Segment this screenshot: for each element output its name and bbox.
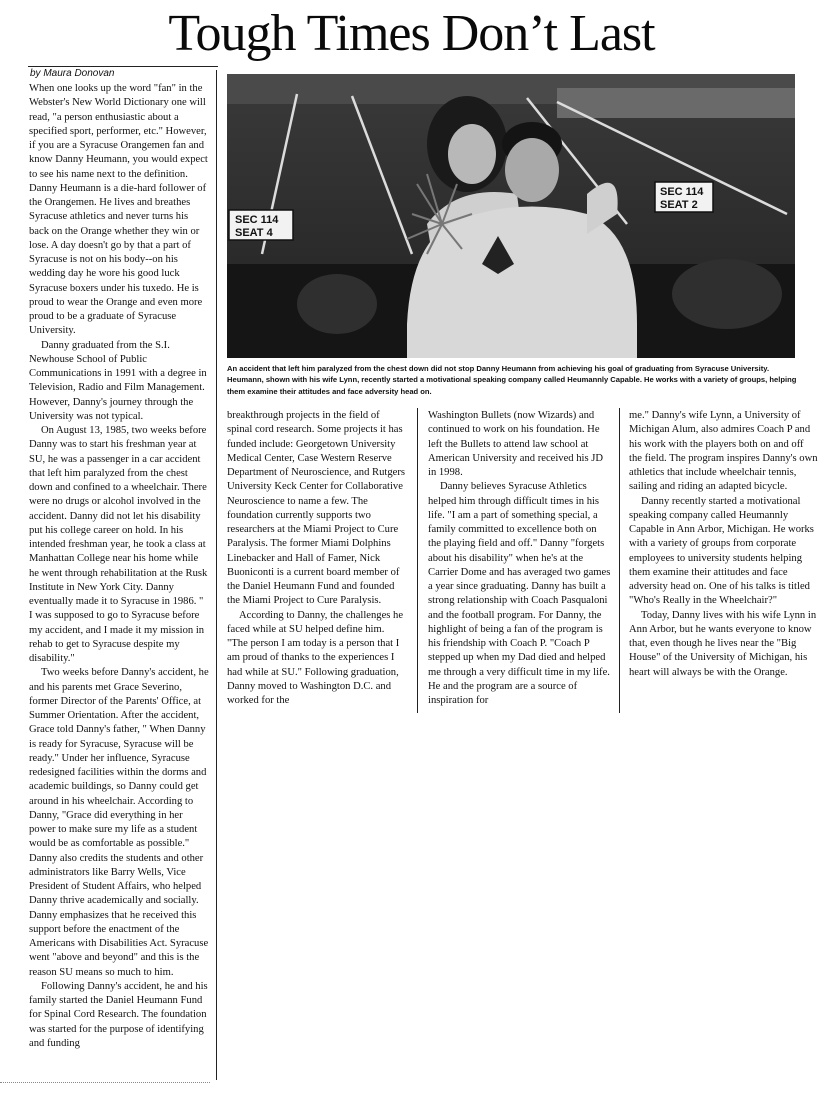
article-column-3 bbox=[428, 409, 612, 708]
photo-caption: An accident that left him paralyzed from the chest down did not stop Danny Heumann from achieving his goal of graduating from Syracuse University. Heumann, shown with his wife Lynn, recently started a motivational speaking company called Heumannly Capable. He works with a variety of groups, helping them examine their attitudes and face adversity head on. bbox=[227, 364, 797, 396]
column-divider bbox=[216, 70, 217, 1080]
byline-rule bbox=[28, 66, 218, 67]
paragraph: Danny recently started a motivational speaking company called Heumannly Capable in Ann Arbor, Michigan. He works with a variety of groups from corporate employees to university students helping them examine their attitudes and face adversity head on. One of his talks is titled "Who's Really in the Wheelchair?" bbox=[629, 495, 814, 607]
sign-right-line2: SEAT 2 bbox=[660, 199, 698, 211]
paragraph: When one looks up the word "fan" in the Webster's New World Dictionary one will read, "a person enthusiastic about a specified sport, performer, etc." However, if you are a Syracuse Orangemen fan and know Danny Heumann, you would expect to see his name next to the definition. Danny Heumann is a die-hard follower of the Orangemen. He lives and breathes Syracuse athletics and never turns his back on the Orange whether they win or lose. A day doesn't go by that a part of Syracuse is not on his body--on his wedding day he wore his good luck Syracuse boxers under his tuxedo. He is proud to wear the Orange and even more proud to be a graduate of Syracuse University. bbox=[29, 83, 208, 337]
article-column-1 bbox=[29, 82, 209, 1051]
page-edge-rule bbox=[0, 1082, 210, 1083]
paragraph: me." Danny's wife Lynn, a University of Michigan Alum, also admires Coach P and his work with the players both on and off the field. The program inspires Danny's own athletics that include wheelchair tennis, sailing and riding an adapted bicycle. bbox=[629, 410, 818, 493]
paragraph: Today, Danny lives with his wife Lynn in Ann Arbor, but he wants everyone to know that, even though he lives near the "Big House" of the University of Michigan, his heart will always be with the Orange. bbox=[629, 609, 817, 678]
article-headline: Tough Times Don’t Last bbox=[168, 5, 655, 62]
column-divider bbox=[417, 408, 418, 713]
article-column-4 bbox=[629, 409, 819, 680]
column-divider bbox=[619, 408, 620, 713]
paragraph: On August 13, 1985, two weeks before Danny was to start his freshman year at SU, he was a passenger in a car accident that left him paralyzed from the chest down and confined to a wheelchair. There were no drugs or alcohol involved in the accident. Danny did not let his disability put his college career on hold. In his intended freshman year, he took a class at Manhattan College near his home while he went through rehabilitation at the Rusk Institute in New York City. Danny eventually made it to Syracuse in 1986. " I was supposed to go to Syracuse before my accident, and I made it my mission in rehab to get to Syracuse despite my disability." bbox=[29, 425, 208, 664]
paragraph: Washington Bullets (now Wizards) and continued to work on his foundation. He left the Bullets to attend law school at American University and received his JD in 1998. bbox=[428, 410, 604, 478]
paragraph: Danny believes Syracuse Athletics helped him through difficult times in his life. "I am a part of something special, a family committed to excellence both on the playing field and off." Danny "forgets about his disability" when he's at the Carrier Dome and has averaged two games a year since graduating. Danny has built a strong relationship with Coach Pasqualoni and the football program. For Danny, the highlight of being a fan of the program is his friendship with Coach P. "Coach P stepped up when my Dad died and helped me through a very difficult time in my life. He and the program are a source of inspiration for bbox=[428, 481, 611, 706]
article-photo bbox=[227, 74, 795, 358]
stadium-photo-illustration bbox=[227, 74, 795, 358]
article-column-2 bbox=[227, 409, 405, 708]
article-byline: by Maura Donovan bbox=[30, 68, 115, 79]
paragraph: Following Danny's accident, he and his family started the Daniel Heumann Fund for Spinal Cord Research. The foundation was started for the purpose of identifying and funding bbox=[29, 980, 208, 1049]
sign-left-line2: SEAT 4 bbox=[235, 227, 273, 239]
paragraph: Danny graduated from the S.I. Newhouse School of Public Communications in 1991 with a degree in Television, Radio and Film Management. However, Danny's journey through the University was not typical. bbox=[29, 339, 207, 422]
sign-left-line1: SEC 114 bbox=[235, 214, 279, 226]
paragraph: breakthrough projects in the field of spinal cord research. Some projects it has funded include: Georgetown University Medical Center, Case Western Reserve Department of Neuroscience, and Rutgers University Keck Center for Collaborative Neuroscience to name a few. The foundation currently supports two researchers at the Miami Project to Cure Paralysis. The former Miami Dolphins Linebacker and Hall of Famer, Nick Buoniconti is a current board member of the Daniel Heumann Fund and founded the Miami Project to Cure Paralysis. bbox=[227, 410, 405, 607]
paragraph: According to Danny, the challenges he faced while at SU helped define him. "The person I am today is a person that I am proud of thanks to the experiences I had while at SU." Following graduation, Danny moved to Washington D.C. and worked for the bbox=[227, 609, 404, 706]
sign-right-line1: SEC 114 bbox=[660, 186, 704, 198]
paragraph: Two weeks before Danny's accident, he and his parents met Grace Severino, former Director of the Parents' Office, at Summer Orientation. After the accident, Grace told Danny's father, " When Danny is ready for Syracuse, Syracuse will be ready." Under her influence, Syracuse redesigned facilities within the dorms and academic buildings, so Danny could get around in his wheelchair. According to Danny, "Grace did everything in her power to make sure my life as a student would be as comfortable as possible." Danny also credits the students and other administrators like Barry Wells, Vice President of Student Affairs, who helped Danny thrive academically and socially. Danny emphasizes that he received this support before the enactment of the Americans with Disabilities Act. Syracuse went "above and beyond" and this is the reason SU means so much to him. bbox=[29, 667, 209, 978]
